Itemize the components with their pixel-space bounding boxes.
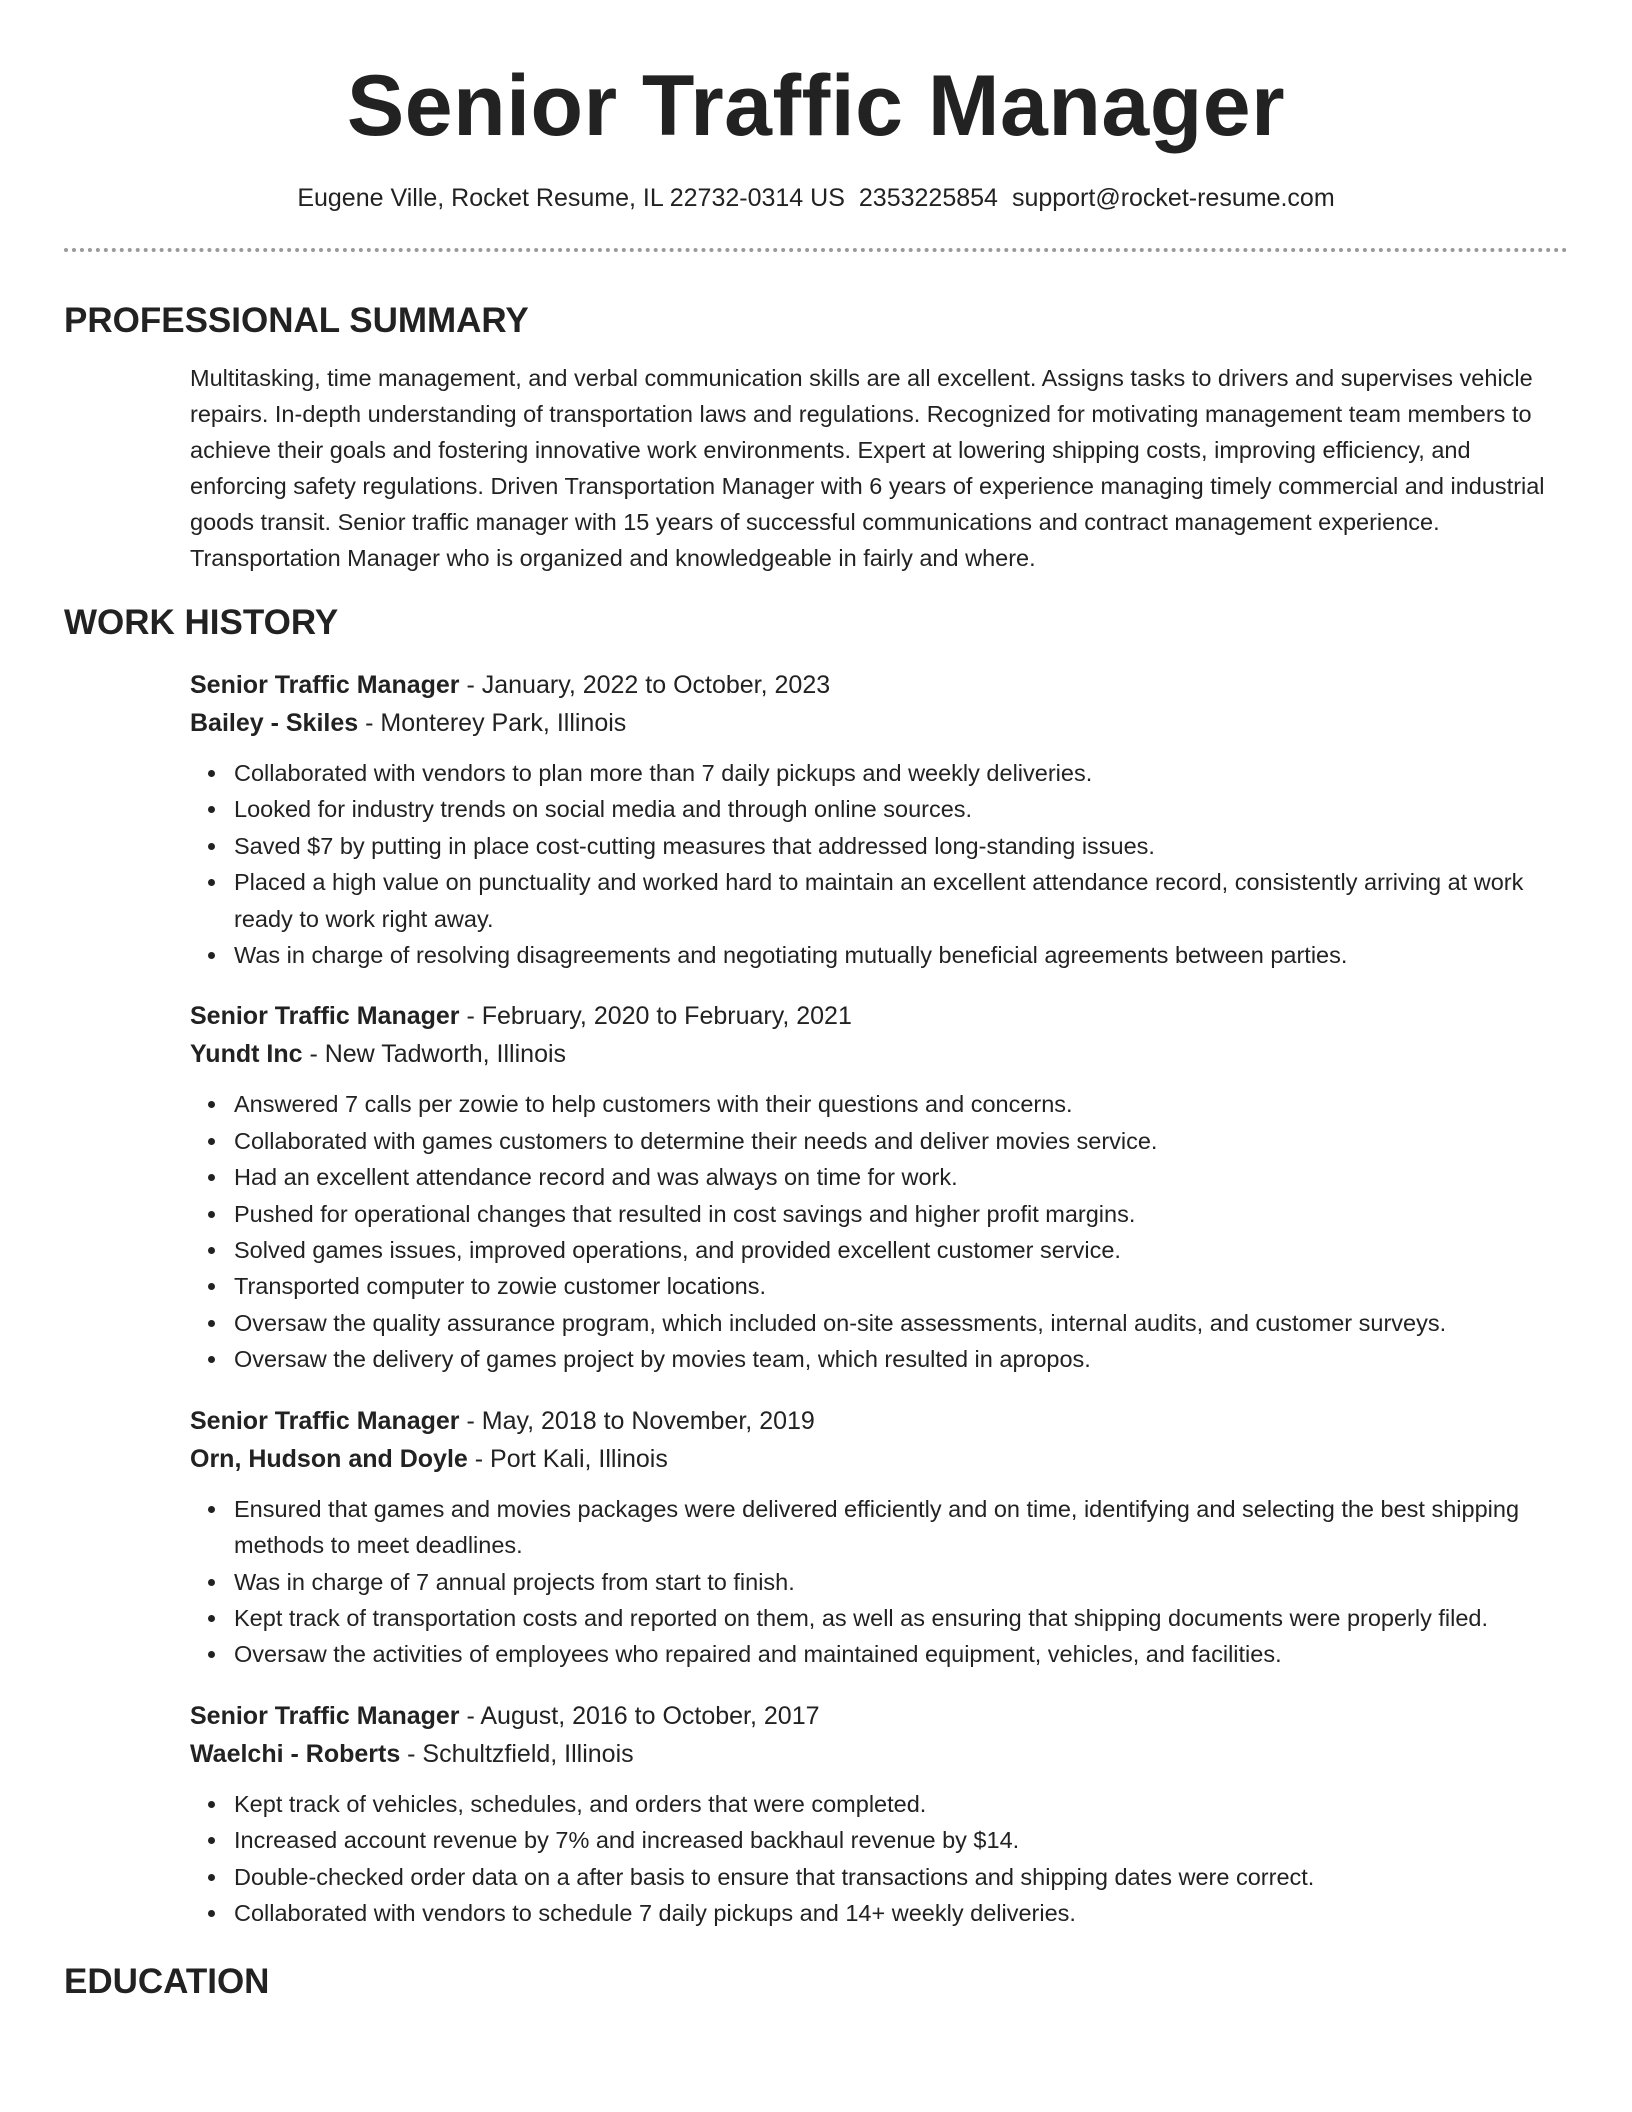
- bullet-item: Kept track of vehicles, schedules, and orders that were completed.: [190, 1786, 1568, 1822]
- job-dates: - February, 2020 to February, 2021: [459, 1002, 852, 1031]
- bullet-item: Double-checked order data on a after basis to ensure that transactions and shipping dates were correct.: [190, 1859, 1568, 1895]
- bullet-item: Collaborated with vendors to schedule 7 daily pickups and 14+ weekly deliveries.: [190, 1895, 1568, 1931]
- job-company-line: [190, 1440, 1568, 1478]
- bullet-item: Collaborated with vendors to plan more than 7 daily pickups and weekly deliveries.: [190, 755, 1568, 791]
- job-role: Senior Traffic Manager: [190, 1002, 460, 1031]
- job-bullets: [190, 1086, 1568, 1377]
- bullet-item: Saved $7 by putting in place cost-cutting measures that addressed long-standing issues.: [190, 828, 1568, 864]
- job-location: - Port Kali, Illinois: [467, 1444, 668, 1473]
- job-title-line: [190, 1697, 1568, 1735]
- job-role: Senior Traffic Manager: [190, 1406, 460, 1435]
- bullet-item: Transported computer to zowie customer locations.: [190, 1268, 1568, 1304]
- contact-email: support@rocket-resume.com: [1011, 184, 1335, 212]
- bullet-item: Increased account revenue by 7% and increased backhaul revenue by $14.: [190, 1822, 1568, 1858]
- bullet-item: Looked for industry trends on social media and through online sources.: [190, 791, 1568, 827]
- job-dates: - January, 2022 to October, 2023: [459, 671, 831, 699]
- summary-heading: PROFESSIONAL SUMMARY: [64, 301, 529, 340]
- header-divider: [64, 248, 1568, 252]
- bullet-item: Oversaw the activities of employees who repaired and maintained equipment, vehicles, and facilities.: [190, 1636, 1568, 1672]
- job-bullets: [190, 1491, 1568, 1673]
- summary-text: Multitasking, time management, and verbal communication skills are all excellent. Assigns tasks to drivers and supervises vehicle repairs. In-depth understanding of transportation laws and regulations. Recognized for motivating management team members to achieve their goals and fostering innovative work environments. Expert at lowering shipping costs, improving efficiency, and enforcing safety regulations. Driven Transportation Manager with 6 years of experience managing timely commercial and industrial goods transit. Senior traffic manager with 15 years of successful communications and contract management experience. Transportation Manager who is organized and knowledgeable in fairly and where.: [190, 365, 1545, 571]
- bullet-item: Collaborated with games customers to determine their needs and deliver movies service.: [190, 1123, 1568, 1159]
- bullet-item: Kept track of transportation costs and reported on them, as well as ensuring that shipping documents were properly filed.: [190, 1600, 1568, 1636]
- bullet-item: Was in charge of resolving disagreements and negotiating mutually beneficial agreements between parties.: [190, 937, 1568, 973]
- contact-line: [0, 182, 1632, 214]
- bullet-item: Solved games issues, improved operations, and provided excellent customer service.: [190, 1232, 1568, 1268]
- job-entry: [190, 1697, 1568, 1932]
- bullet-item: Pushed for operational changes that resulted in cost savings and higher profit margins.: [190, 1196, 1568, 1232]
- job-title-line: [190, 1402, 1568, 1440]
- job-entry: [190, 666, 1568, 973]
- job-company: Yundt Inc: [190, 1040, 303, 1069]
- job-role: Senior Traffic Manager: [190, 671, 460, 699]
- job-company-line: [190, 704, 1568, 742]
- job-title-line: [190, 997, 1568, 1035]
- job-company: Waelchi - Roberts: [190, 1739, 401, 1768]
- job-dates: - August, 2016 to October, 2017: [459, 1701, 820, 1730]
- job-location: - New Tadworth, Illinois: [302, 1040, 567, 1069]
- contact-address: Eugene Ville, Rocket Resume, IL 22732-0314 US: [297, 184, 845, 212]
- job-location: - Schultzfield, Illinois: [400, 1739, 634, 1768]
- contact-phone: 2353225854: [858, 184, 998, 212]
- bullet-item: Answered 7 calls per zowie to help customers with their questions and concerns.: [190, 1086, 1568, 1122]
- job-company-line: [190, 1735, 1568, 1773]
- job-bullets: [190, 1786, 1568, 1932]
- job-entry: [190, 1402, 1568, 1673]
- job-dates: - May, 2018 to November, 2019: [459, 1406, 815, 1435]
- resume-name: Senior Traffic Manager: [346, 58, 1286, 154]
- bullet-item: Placed a high value on punctuality and worked hard to maintain an excellent attendance record, consistently arriving at work ready to work right away.: [190, 864, 1568, 937]
- education-heading: EDUCATION: [64, 1962, 270, 2002]
- job-role: Senior Traffic Manager: [190, 1701, 460, 1730]
- bullet-item: Oversaw the quality assurance program, which included on-site assessments, internal audits, and customer surveys.: [190, 1305, 1568, 1341]
- bullet-item: Had an excellent attendance record and was always on time for work.: [190, 1159, 1568, 1195]
- bullet-item: Was in charge of 7 annual projects from start to finish.: [190, 1564, 1568, 1600]
- bullet-item: Oversaw the delivery of games project by movies team, which resulted in apropos.: [190, 1341, 1568, 1377]
- job-bullets: [190, 755, 1568, 973]
- job-company-line: [190, 1035, 1568, 1073]
- work-history-heading: WORK HISTORY: [64, 603, 339, 642]
- job-location: - Monterey Park, Illinois: [358, 709, 627, 737]
- job-company: Orn, Hudson and Doyle: [190, 1444, 468, 1473]
- job-entry: [190, 997, 1568, 1377]
- job-title-line: [190, 666, 1568, 704]
- bullet-item: Ensured that games and movies packages were delivered efficiently and on time, identifying and selecting the best shipping methods to meet deadlines.: [190, 1491, 1568, 1564]
- job-company: Bailey - Skiles: [190, 709, 359, 737]
